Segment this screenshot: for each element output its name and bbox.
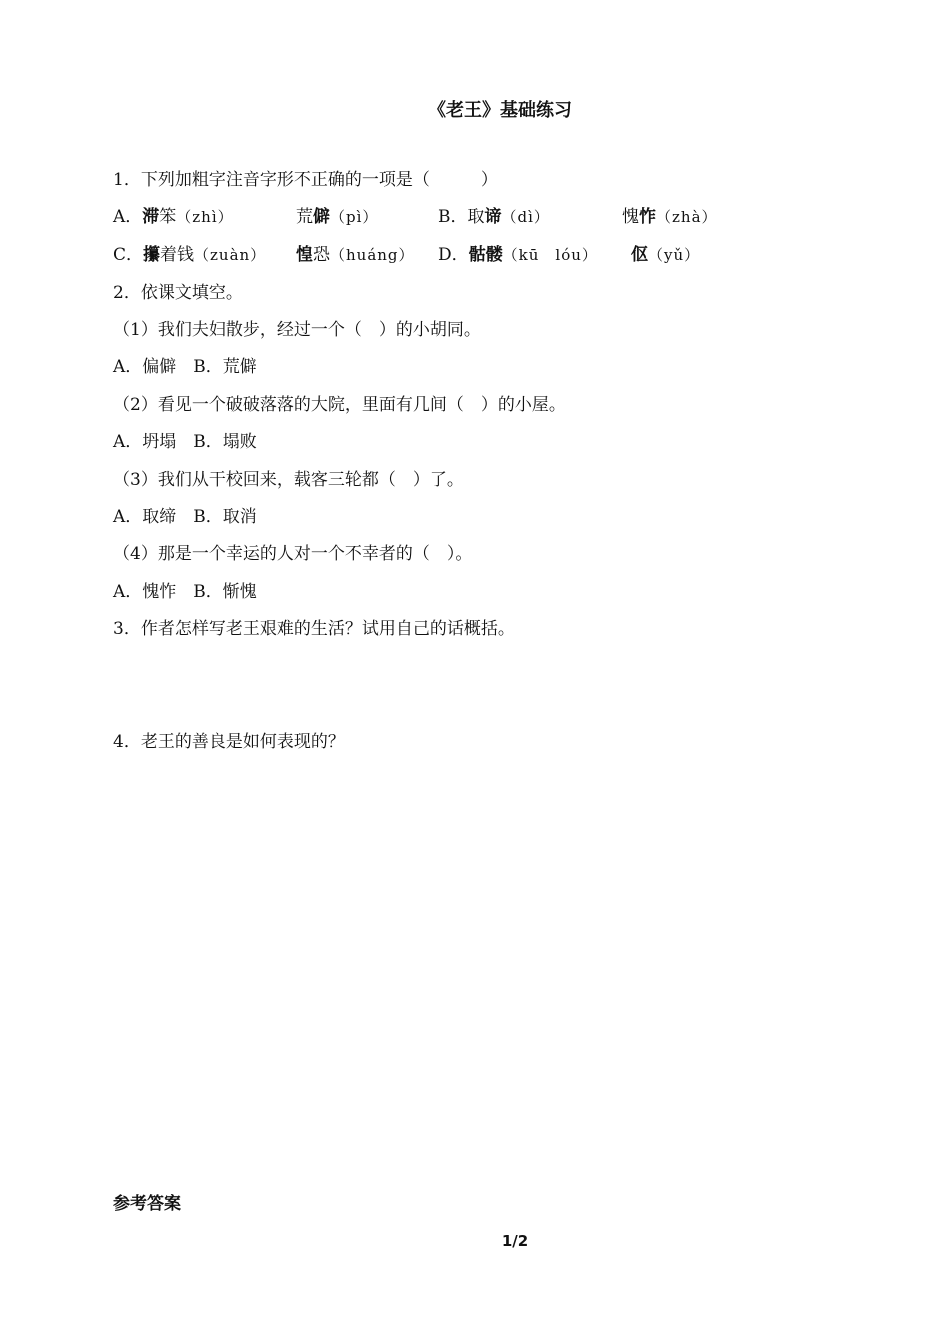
q1-d-w1-pinyin: （kū lóu）: [502, 246, 598, 264]
q1-b-word1: [438, 205, 550, 229]
q2-stem: 2．依课文填空。: [113, 283, 243, 303]
q1-a-label: A．: [113, 207, 143, 227]
q2-item-2-options: A．坍塌 B．塌败: [113, 432, 257, 452]
page-separator: /: [512, 1232, 518, 1250]
q1-b-label: B．: [438, 207, 468, 227]
q1-d-w1-bold: 骷髅: [468, 245, 503, 265]
q1-c-label: C．: [113, 245, 144, 265]
q1-c-word2: [296, 243, 415, 267]
answer-heading: 参考答案: [113, 1194, 181, 1214]
q1-b-w1-bold: 谛: [484, 207, 502, 227]
q1-a-word2: [296, 205, 378, 229]
q2-item-2-sentence: （2）看见一个破破落落的大院，里面有几间（ ）的小屋。: [113, 395, 566, 415]
q2-item-3-sentence: （3）我们从干校回来，载客三轮都（ ）了。: [113, 470, 464, 490]
page-total: 2: [517, 1232, 529, 1250]
q1-d-label: D．: [438, 245, 469, 265]
q1-d-word1: [438, 243, 598, 267]
q1-b-w2-pinyin: （zhà）: [656, 208, 718, 226]
q1-b-word2: [622, 205, 718, 229]
q1-c-w2-rest: 恐: [313, 245, 330, 265]
q1-c-word1: [113, 243, 266, 267]
q3-stem: 3．作者怎样写老王艰难的生活？试用自己的话概括。: [113, 619, 515, 639]
q1-b-w1-pinyin: （dì）: [501, 208, 550, 226]
q1-row-ab: [113, 205, 234, 229]
q4-stem: 4．老王的善良是如何表现的？: [113, 732, 345, 752]
q1-stem: 1．下列加粗字注音字形不正确的一项是（ ）: [113, 170, 498, 190]
q1-a-w2-pinyin: （pì）: [330, 208, 379, 226]
q2-item-4-sentence: （4）那是一个幸运的人对一个不幸者的（ ）。: [113, 544, 473, 564]
q1-a-w1-bold: 滞: [142, 207, 160, 227]
page-current: 1: [501, 1232, 513, 1250]
q2-item-3-options: A．取缔 B．取消: [113, 507, 257, 527]
q1-a-w1-pinyin: （zhì）: [176, 208, 234, 226]
q1-c-w1-bold: 攥: [143, 245, 161, 265]
q1-a-w1-rest: 笨: [159, 207, 177, 227]
q1-b-w2-bold: 怍: [639, 207, 656, 227]
q1-d-w2-bold: 伛: [631, 245, 648, 265]
q1-c-w1-rest: 着钱: [160, 245, 195, 265]
q1-a-w2-bold: 僻: [313, 207, 330, 227]
q2-item-4-options: A．愧怍 B．惭愧: [113, 582, 257, 602]
q1-c-w2-pinyin: （huáng）: [330, 246, 415, 264]
q1-c-w1-pinyin: （zuàn）: [194, 246, 267, 264]
q1-b-w2-pre: 愧: [622, 207, 639, 227]
q2-item-1-sentence: （1）我们夫妇散步，经过一个（ ）的小胡同。: [113, 320, 481, 340]
q2-item-1-options: A．偏僻 B．荒僻: [113, 357, 257, 377]
page-title: 《老王》基础练习: [428, 100, 572, 121]
q1-b-w1-pre: 取: [467, 207, 485, 227]
q1-d-w2-pinyin: （yǔ）: [648, 246, 701, 264]
q1-a-w2-pre: 荒: [296, 207, 313, 227]
q1-c-w2-bold: 惶: [296, 245, 313, 265]
page-number: [0, 1232, 950, 1250]
q1-d-word2: [631, 243, 700, 267]
